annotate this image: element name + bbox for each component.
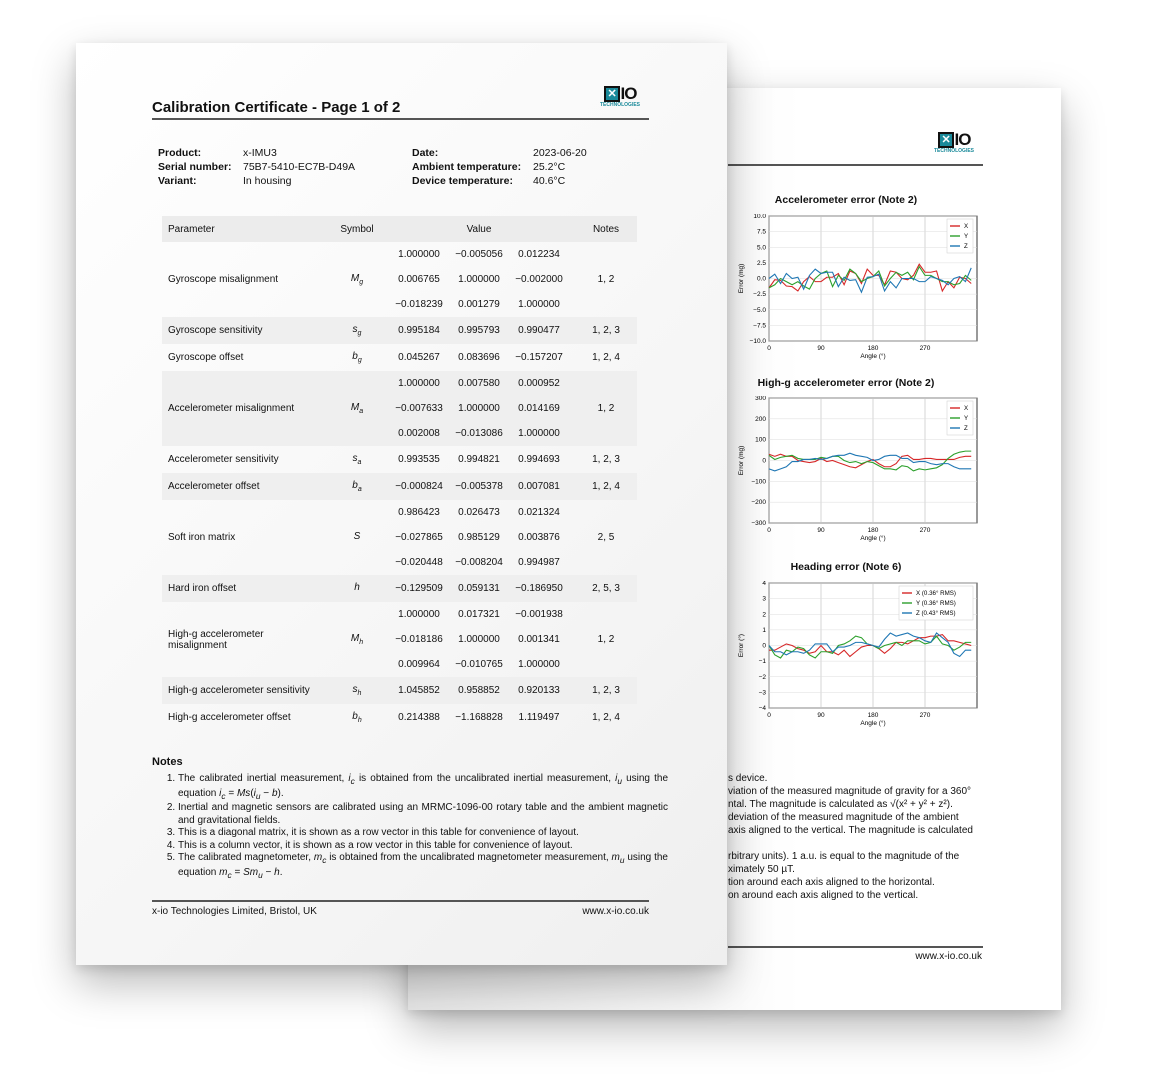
chart-title: High-g accelerometer error (Note 2) bbox=[757, 377, 935, 389]
notes-heading: Notes bbox=[152, 756, 183, 768]
parameter-value: 0.214388 −1.168828 1.119497 bbox=[398, 712, 560, 723]
svg-text:300: 300 bbox=[755, 396, 766, 402]
svg-text:10.0: 10.0 bbox=[753, 214, 766, 220]
parameter-symbol: h bbox=[331, 575, 383, 602]
svg-text:−5.0: −5.0 bbox=[753, 306, 766, 314]
svg-text:X (0.36° RMS): X (0.36° RMS) bbox=[916, 590, 956, 598]
header-rule bbox=[728, 164, 983, 166]
note-item: 4. This is a column vector, it is shown as a row vector in this table for convenience of layout. bbox=[178, 840, 668, 853]
footer-rule bbox=[728, 946, 983, 948]
ambient-temperature-value: 25.2°C bbox=[533, 161, 566, 173]
svg-text:X: X bbox=[964, 405, 969, 413]
svg-text:2: 2 bbox=[762, 611, 766, 619]
note-item: 1. The calibrated inertial measurement, $i_c$ is obtained from the uncalibrated inertial measurement, $i_u$ using the equation $i_c = Ms(i_u - b)$. bbox=[178, 773, 668, 802]
table-row bbox=[162, 704, 637, 731]
svg-text:Y: Y bbox=[964, 415, 969, 423]
parameter-symbol: $s_a$ bbox=[352, 453, 362, 466]
table-row bbox=[162, 446, 637, 473]
svg-text:Z: Z bbox=[964, 425, 968, 433]
parameter-notes: 1, 2 bbox=[597, 634, 615, 645]
accelerometer-error-chart bbox=[733, 214, 1003, 364]
variant-value: In housing bbox=[243, 175, 292, 187]
parameter-name: Accelerometer sensitivity bbox=[168, 454, 279, 465]
parameter-name: Accelerometer misalignment bbox=[162, 371, 331, 446]
svg-text:0: 0 bbox=[767, 527, 771, 534]
notes-list bbox=[160, 773, 668, 881]
svg-text:Error (mg): Error (mg) bbox=[738, 445, 745, 476]
parameter-notes: 1, 2 bbox=[575, 371, 637, 446]
heading-error-chart bbox=[733, 581, 1003, 731]
column-header-value: Value bbox=[383, 216, 575, 242]
svg-text:−2: −2 bbox=[758, 673, 766, 681]
parameter-value: 1.000000 0.017321 −0.001938 −0.018186 1.000000 0.001341 0.009964 −0.010765 1.000000 bbox=[395, 609, 563, 670]
parameter-value: −0.129509 0.059131 −0.186950 bbox=[383, 575, 575, 602]
parameter-value: 0.986423 0.026473 0.021324 −0.027865 0.985129 0.003876 −0.020448 −0.008204 0.994987 bbox=[395, 507, 560, 568]
svg-text:100: 100 bbox=[755, 436, 766, 444]
svg-text:Error (°): Error (°) bbox=[738, 633, 745, 658]
footer-rule bbox=[152, 900, 649, 902]
svg-text:270: 270 bbox=[919, 712, 931, 719]
svg-text:Angle (°): Angle (°) bbox=[860, 720, 886, 727]
parameter-notes: 1, 2, 4 bbox=[592, 352, 620, 363]
parameter-value: 1.000000 −0.005056 0.012234 0.006765 1.000000 −0.002000 −0.018239 0.001279 1.000000 bbox=[395, 249, 563, 310]
svg-text:−3: −3 bbox=[758, 689, 766, 697]
note-item: 5. The calibrated magnetometer, $m_c$ is obtained from the uncalibrated magnetometer measurement, $m_u$ using the equation $m_c = Sm_u - h$. bbox=[178, 852, 668, 881]
footer-website: www.x-io.co.uk bbox=[915, 951, 982, 962]
parameter-notes: 1, 2, 4 bbox=[592, 712, 620, 723]
parameter-symbol: $s_g$ bbox=[331, 317, 383, 344]
svg-text:Z: Z bbox=[964, 243, 968, 251]
parameter-value: 1.045852 0.958852 0.920133 bbox=[383, 677, 575, 704]
product-value: x-IMU3 bbox=[243, 147, 277, 159]
svg-text:−10.0: −10.0 bbox=[749, 338, 766, 345]
table-row bbox=[162, 575, 637, 602]
table-row bbox=[162, 242, 637, 317]
svg-text:180: 180 bbox=[867, 527, 879, 534]
certificate-page-1 bbox=[76, 43, 727, 965]
svg-text:X: X bbox=[964, 223, 969, 231]
svg-text:7.5: 7.5 bbox=[756, 228, 766, 236]
parameter-symbol: $M_h$ bbox=[350, 633, 364, 646]
footer-company: x-io Technologies Limited, Bristol, UK bbox=[152, 906, 317, 917]
x-io-logo-icon bbox=[938, 132, 954, 148]
footer-website: www.x-io.co.uk bbox=[582, 906, 649, 917]
header-rule bbox=[152, 118, 649, 120]
parameter-notes: 1, 2, 3 bbox=[575, 317, 637, 344]
parameter-name: Gyroscope sensitivity bbox=[162, 317, 331, 344]
svg-text:−7.5: −7.5 bbox=[753, 322, 766, 330]
svg-text:−300: −300 bbox=[751, 520, 766, 527]
svg-text:180: 180 bbox=[867, 345, 879, 352]
device-info: Product: x-IMU3 Serial number: 75B7-5410-EC7B-D49A Variant: In housing bbox=[158, 147, 356, 187]
svg-text:2.5: 2.5 bbox=[756, 259, 766, 267]
parameter-name: Hard iron offset bbox=[162, 575, 331, 602]
calibration-parameters-table bbox=[162, 216, 637, 731]
svg-text:Error (mg): Error (mg) bbox=[738, 263, 745, 294]
device-temperature-value: 40.6°C bbox=[533, 175, 566, 187]
column-header-symbol: Symbol bbox=[331, 216, 383, 242]
svg-text:0: 0 bbox=[767, 712, 771, 719]
svg-text:3: 3 bbox=[762, 595, 766, 603]
svg-text:Angle (°): Angle (°) bbox=[860, 535, 886, 542]
parameter-notes: 1, 2, 3 bbox=[575, 677, 637, 704]
column-header-notes: Notes bbox=[575, 216, 637, 242]
table-header-row bbox=[162, 216, 637, 242]
svg-text:270: 270 bbox=[919, 345, 931, 352]
parameter-notes: 1, 2, 3 bbox=[592, 454, 620, 465]
svg-text:0.0: 0.0 bbox=[756, 275, 766, 283]
chart-title: Heading error (Note 6) bbox=[790, 561, 902, 573]
calibration-conditions: Date: 2023-06-20 Ambient temperature: 25.2°C Device temperature: 40.6°C bbox=[412, 147, 587, 187]
x-io-logo-icon bbox=[604, 86, 620, 102]
parameter-value: 1.000000 0.007580 0.000952 −0.007633 1.000000 0.014169 0.002008 −0.013086 1.000000 bbox=[383, 371, 575, 446]
table-row bbox=[162, 500, 637, 575]
parameter-name: Soft iron matrix bbox=[168, 532, 236, 543]
svg-text:90: 90 bbox=[817, 712, 825, 719]
svg-text:0: 0 bbox=[762, 457, 766, 465]
svg-text:Y (0.36° RMS): Y (0.36° RMS) bbox=[916, 600, 956, 608]
svg-text:−200: −200 bbox=[751, 499, 766, 507]
svg-text:0: 0 bbox=[767, 345, 771, 352]
parameter-value: 0.995184 0.995793 0.990477 bbox=[383, 317, 575, 344]
svg-text:Angle (°): Angle (°) bbox=[860, 353, 886, 360]
svg-text:4: 4 bbox=[762, 581, 766, 587]
svg-text:1: 1 bbox=[762, 626, 766, 634]
svg-text:−100: −100 bbox=[751, 478, 766, 486]
table-row bbox=[162, 602, 637, 677]
x-io-logo: ✕ IO TECHNOLOGIES bbox=[600, 86, 640, 108]
page-title: Calibration Certificate - Page 1 of 2 bbox=[152, 99, 401, 116]
parameter-name: Accelerometer offset bbox=[162, 473, 331, 500]
svg-text:90: 90 bbox=[817, 527, 825, 534]
svg-text:90: 90 bbox=[817, 345, 825, 352]
date-value: 2023-06-20 bbox=[533, 147, 587, 159]
x-io-logo: ✕ IO TECHNOLOGIES bbox=[934, 132, 974, 154]
parameter-notes: 1, 2, 4 bbox=[575, 473, 637, 500]
parameter-name: High-g accelerometer misalignment bbox=[168, 628, 264, 651]
parameter-symbol: S bbox=[353, 531, 361, 542]
notes-fragment-list: s device. viation of the measured magnitude of gravity for a 360° ntal. The magnitude is calculated as √(x² + y² + z²). deviation of the measured magnitude of the ambient axis aligned to the vertical. The magnitude is calculated rbitrary units). 1 a.u. is equal to the magnitude of the ximately 50 µT. tion around each axis aligned to the horizontal. on around each axis aligned to the vertical. bbox=[728, 773, 973, 901]
serial-number-value: 75B7-5410-EC7B-D49A bbox=[243, 161, 356, 173]
parameter-name: Gyroscope misalignment bbox=[168, 274, 279, 285]
table-row bbox=[162, 473, 637, 500]
svg-text:Z (0.43° RMS): Z (0.43° RMS) bbox=[916, 610, 956, 618]
table-row bbox=[162, 317, 637, 344]
parameter-value: 0.045267 0.083696 −0.157207 bbox=[398, 352, 563, 363]
parameter-symbol: $b_g$ bbox=[352, 351, 362, 364]
table-row bbox=[162, 677, 637, 704]
parameter-symbol: $b_h$ bbox=[352, 711, 362, 724]
svg-text:−2.5: −2.5 bbox=[753, 291, 766, 299]
svg-text:200: 200 bbox=[755, 415, 766, 423]
parameter-value: −0.000824 −0.005378 0.007081 bbox=[383, 473, 575, 500]
parameter-notes: 2, 5, 3 bbox=[575, 575, 637, 602]
svg-text:−4: −4 bbox=[758, 705, 766, 712]
parameter-name: Gyroscope offset bbox=[168, 352, 244, 363]
svg-text:5.0: 5.0 bbox=[756, 244, 766, 252]
parameter-name: High-g accelerometer sensitivity bbox=[162, 677, 331, 704]
svg-text:0: 0 bbox=[762, 642, 766, 650]
parameter-name: High-g accelerometer offset bbox=[168, 712, 291, 723]
note-item: 3. This is a diagonal matrix, it is shown as a row vector in this table for convenience of layout. bbox=[178, 827, 668, 840]
table-row bbox=[162, 371, 637, 446]
svg-text:−1: −1 bbox=[758, 658, 766, 666]
parameter-notes: 2, 5 bbox=[597, 532, 615, 543]
table-row bbox=[162, 344, 637, 371]
parameter-notes: 1, 2 bbox=[597, 274, 615, 285]
chart-title: Accelerometer error (Note 2) bbox=[774, 194, 918, 206]
note-item: 2. Inertial and magnetic sensors are calibrated using an MRMC-1096-00 rotary table and the ambient magnetic and gravitational fields. bbox=[178, 802, 668, 827]
svg-text:180: 180 bbox=[867, 712, 879, 719]
parameter-symbol: $s_h$ bbox=[331, 677, 383, 704]
parameter-symbol: $b_a$ bbox=[331, 473, 383, 500]
parameter-symbol: $M_g$ bbox=[350, 273, 364, 286]
svg-text:270: 270 bbox=[919, 527, 931, 534]
high-g-accelerometer-error-chart bbox=[733, 396, 1003, 546]
column-header-parameter: Parameter bbox=[162, 216, 331, 242]
parameter-symbol: $M_a$ bbox=[331, 371, 383, 446]
parameter-value: 0.993535 0.994821 0.994693 bbox=[398, 454, 560, 465]
svg-text:Y: Y bbox=[964, 233, 969, 241]
